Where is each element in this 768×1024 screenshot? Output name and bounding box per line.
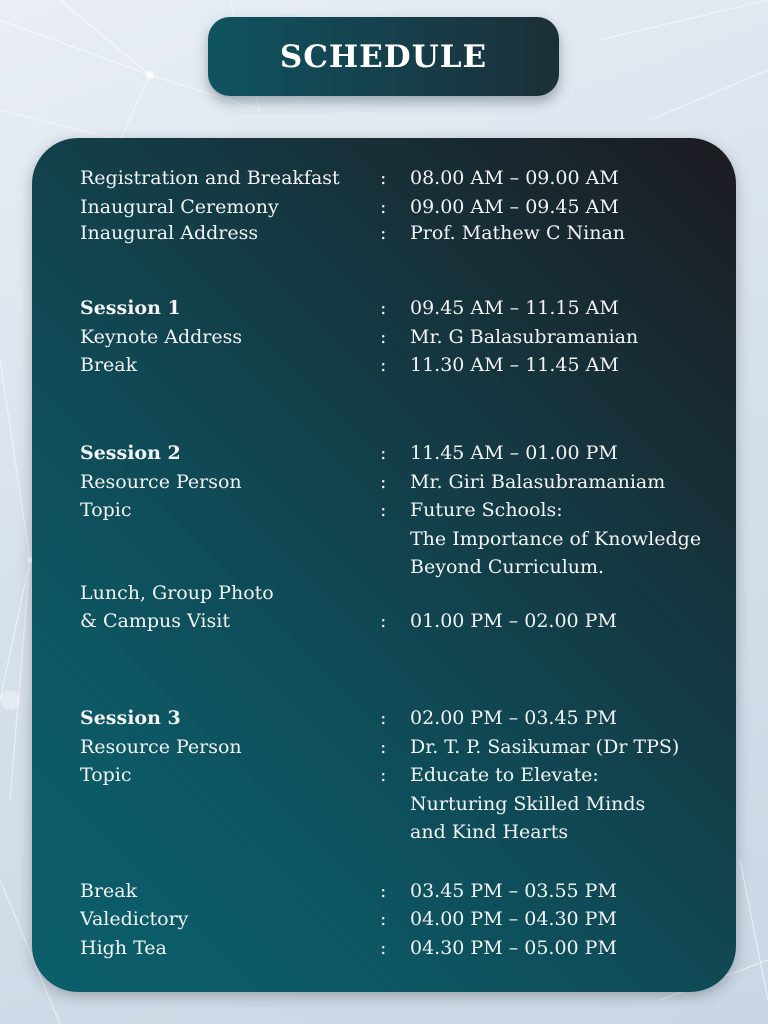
item-value: 09.45 AM – 11.15 AM: [410, 297, 619, 319]
separator: :: [380, 297, 387, 319]
row-topic-2-cont: [32, 525, 736, 553]
item-label: Topic: [80, 499, 132, 521]
row-keynote: [32, 323, 736, 351]
item-label: Topic: [80, 764, 132, 786]
session-title: Session 2: [80, 442, 181, 464]
separator: :: [380, 196, 387, 218]
row-topic-2-cont: [32, 553, 736, 581]
row-ceremony: [32, 193, 736, 221]
separator: :: [380, 937, 387, 959]
separator: :: [380, 736, 387, 758]
separator: :: [380, 707, 387, 729]
item-label: Inaugural Ceremony: [80, 196, 279, 218]
row-high-tea: [32, 934, 736, 962]
row-inaugural-address: [32, 219, 736, 247]
separator: :: [380, 442, 387, 464]
item-value: 08.00 AM – 09.00 AM: [410, 167, 619, 189]
item-label: High Tea: [80, 937, 167, 959]
item-value: Mr. Giri Balasubramaniam: [410, 471, 666, 493]
row-lunch-cont: [32, 607, 736, 635]
item-value: 02.00 PM – 03.45 PM: [410, 707, 617, 729]
item-label: Break: [80, 354, 138, 376]
topic-line: The Importance of Knowledge: [410, 528, 702, 550]
item-value: Mr. G Balasubramanian: [410, 326, 639, 348]
separator: :: [380, 908, 387, 930]
row-break-2: [32, 877, 736, 905]
item-value: 01.00 PM – 02.00 PM: [410, 610, 617, 632]
topic-line: and Kind Hearts: [410, 821, 569, 843]
separator: :: [380, 610, 387, 632]
page-title: SCHEDULE: [279, 38, 488, 75]
item-label: Valedictory: [80, 908, 189, 930]
item-label: Inaugural Address: [80, 222, 259, 244]
item-label: Lunch, Group Photo: [80, 582, 274, 604]
topic-line: Nurturing Skilled Minds: [410, 793, 646, 815]
item-label: Break: [80, 880, 138, 902]
row-topic-2: [32, 496, 736, 524]
topic-line: Future Schools:: [410, 499, 563, 521]
session-title: Session 1: [80, 297, 181, 319]
item-label: Resource Person: [80, 471, 242, 493]
topic-line: Educate to Elevate:: [410, 764, 599, 786]
item-label: Keynote Address: [80, 326, 243, 348]
row-session-2: [32, 439, 736, 467]
separator: :: [380, 354, 387, 376]
item-label: Resource Person: [80, 736, 242, 758]
schedule-header: [208, 17, 559, 96]
separator: :: [380, 499, 387, 521]
separator: :: [380, 222, 387, 244]
row-break-1: [32, 351, 736, 379]
row-topic-3-cont: [32, 818, 736, 846]
row-topic-3: [32, 761, 736, 789]
row-resource-person-2: [32, 468, 736, 496]
schedule-panel: [32, 138, 736, 992]
row-session-1: [32, 294, 736, 322]
row-session-3: [32, 704, 736, 732]
item-value: 11.30 AM – 11.45 AM: [410, 354, 619, 376]
separator: :: [380, 167, 387, 189]
row-valedictory: [32, 905, 736, 933]
item-value: 04.30 PM – 05.00 PM: [410, 937, 617, 959]
session-title: Session 3: [80, 707, 181, 729]
item-value: Dr. T. P. Sasikumar (Dr TPS): [410, 736, 680, 758]
topic-line: Beyond Curriculum.: [410, 556, 605, 578]
item-label: & Campus Visit: [80, 610, 230, 632]
item-value: 11.45 AM – 01.00 PM: [410, 442, 618, 464]
item-value: 03.45 PM – 03.55 PM: [410, 880, 617, 902]
separator: :: [380, 326, 387, 348]
item-value: 04.00 PM – 04.30 PM: [410, 908, 617, 930]
row-registration: [32, 164, 736, 192]
item-value: 09.00 AM – 09.45 AM: [410, 196, 619, 218]
row-topic-3-cont: [32, 790, 736, 818]
separator: :: [380, 764, 387, 786]
separator: :: [380, 471, 387, 493]
row-lunch: [32, 579, 736, 607]
item-value: Prof. Mathew C Ninan: [410, 222, 626, 244]
row-resource-person-3: [32, 733, 736, 761]
separator: :: [380, 880, 387, 902]
item-label: Registration and Breakfast: [80, 167, 340, 189]
